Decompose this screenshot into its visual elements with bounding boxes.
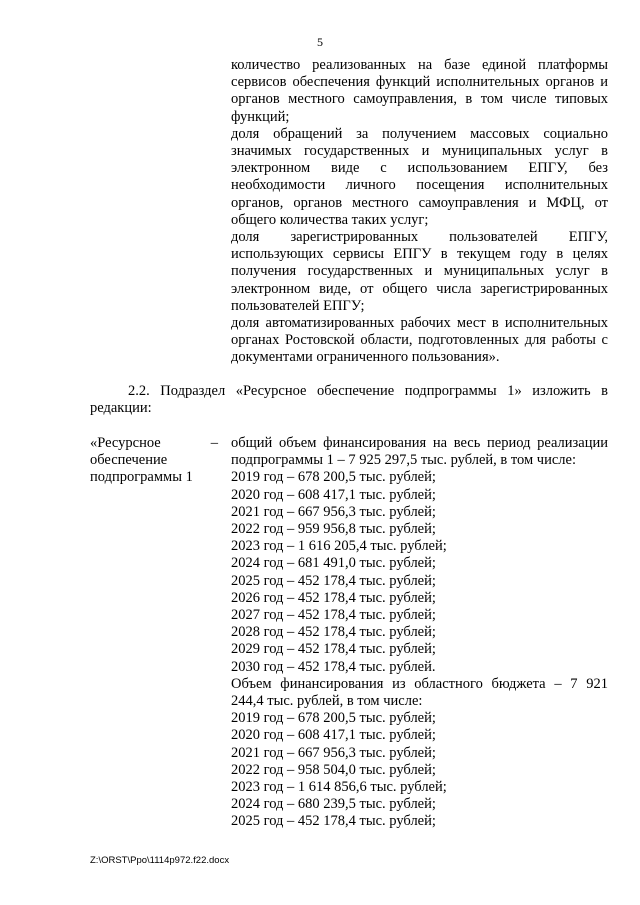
page-number: 5 (317, 35, 323, 49)
year-line: 2022 год – 959 956,8 тыс. рублей; (231, 521, 436, 538)
year-line: 2020 год – 608 417,1 тыс. рублей; (231, 486, 436, 503)
file-path-footer: Z:\ORST\Ppo\1114p972.f22.docx (90, 855, 230, 866)
indicator-paragraph: доля обращений за получением массовых социально значимых государственных и муниципальных услуг в электронном виде с использованием ЕПГУ, без необходимости личного посещения исполнительных органов, органов местного самоуправления и МФЦ, от общего количества таких услуг; (231, 125, 608, 228)
label-dash: – (210, 435, 218, 451)
year-line: 2021 год – 667 956,3 тыс. рублей; (231, 744, 436, 761)
regional-funding-intro: Объем финансирования из областного бюджета – 7 921 244,4 тыс. рублей, в том числе: (231, 675, 608, 710)
year-line: 2019 год – 678 200,5 тыс. рублей; (231, 469, 436, 486)
indicator-paragraph: количество реализованных на базе единой платформы сервисов обеспечения функций исполнительных органов и органов местного самоуправления, в том числе типовых функций; (231, 57, 608, 125)
year-line: 2024 год – 680 239,5 тыс. рублей; (231, 796, 436, 813)
year-line: 2024 год – 681 491,0 тыс. рублей; (231, 555, 436, 572)
funding-block (231, 435, 608, 831)
section-2-2 (90, 383, 608, 417)
regional-years-list (231, 710, 608, 830)
total-years-list (231, 469, 608, 675)
year-line: 2025 год – 452 178,4 тыс. рублей; (231, 813, 436, 830)
year-line: 2027 год – 452 178,4 тыс. рублей; (231, 607, 436, 624)
year-line: 2021 год – 667 956,3 тыс. рублей; (231, 503, 436, 520)
year-line: 2025 год – 452 178,4 тыс. рублей; (231, 572, 436, 589)
year-line: 2022 год – 958 504,0 тыс. рублей; (231, 761, 436, 778)
year-line: 2028 год – 452 178,4 тыс. рублей; (231, 624, 436, 641)
resource-label-line: обеспечение (90, 452, 168, 469)
section-2-2-text: 2.2. Подраздел «Ресурсное обеспечение подпрограммы 1» изложить в редакции: (90, 383, 608, 417)
indicator-list (231, 57, 608, 367)
resource-label-line: подпрограммы 1 (90, 469, 193, 486)
total-funding-intro: общий объем финансирования на весь период реализации подпрограммы 1 – 7 925 297,5 тыс. рублей, в том числе: (231, 435, 608, 469)
resource-label (90, 435, 218, 487)
indicator-paragraph: доля зарегистрированных пользователей ЕПГУ, использующих сервисы ЕПГУ в текущем году в целях получения государственных и муниципальных услуг в электронном виде, от общего числа зарегистрированных пользователей ЕПГУ; (231, 229, 608, 314)
year-line: 2023 год – 1 614 856,6 тыс. рублей; (231, 779, 447, 796)
year-line: 2020 год – 608 417,1 тыс. рублей; (231, 727, 436, 744)
year-line: 2029 год – 452 178,4 тыс. рублей; (231, 641, 436, 658)
year-line: 2023 год – 1 616 205,4 тыс. рублей; (231, 538, 447, 555)
year-line: 2026 год – 452 178,4 тыс. рублей; (231, 589, 436, 606)
year-line: 2019 год – 678 200,5 тыс. рублей; (231, 710, 436, 727)
resource-label-line: «Ресурсное (90, 435, 161, 451)
indicator-paragraph: доля автоматизированных рабочих мест в исполнительных органах Ростовской области, подготовленных для работы с документами ограниченного пользования». (231, 315, 608, 366)
year-line: 2030 год – 452 178,4 тыс. рублей. (231, 658, 436, 675)
